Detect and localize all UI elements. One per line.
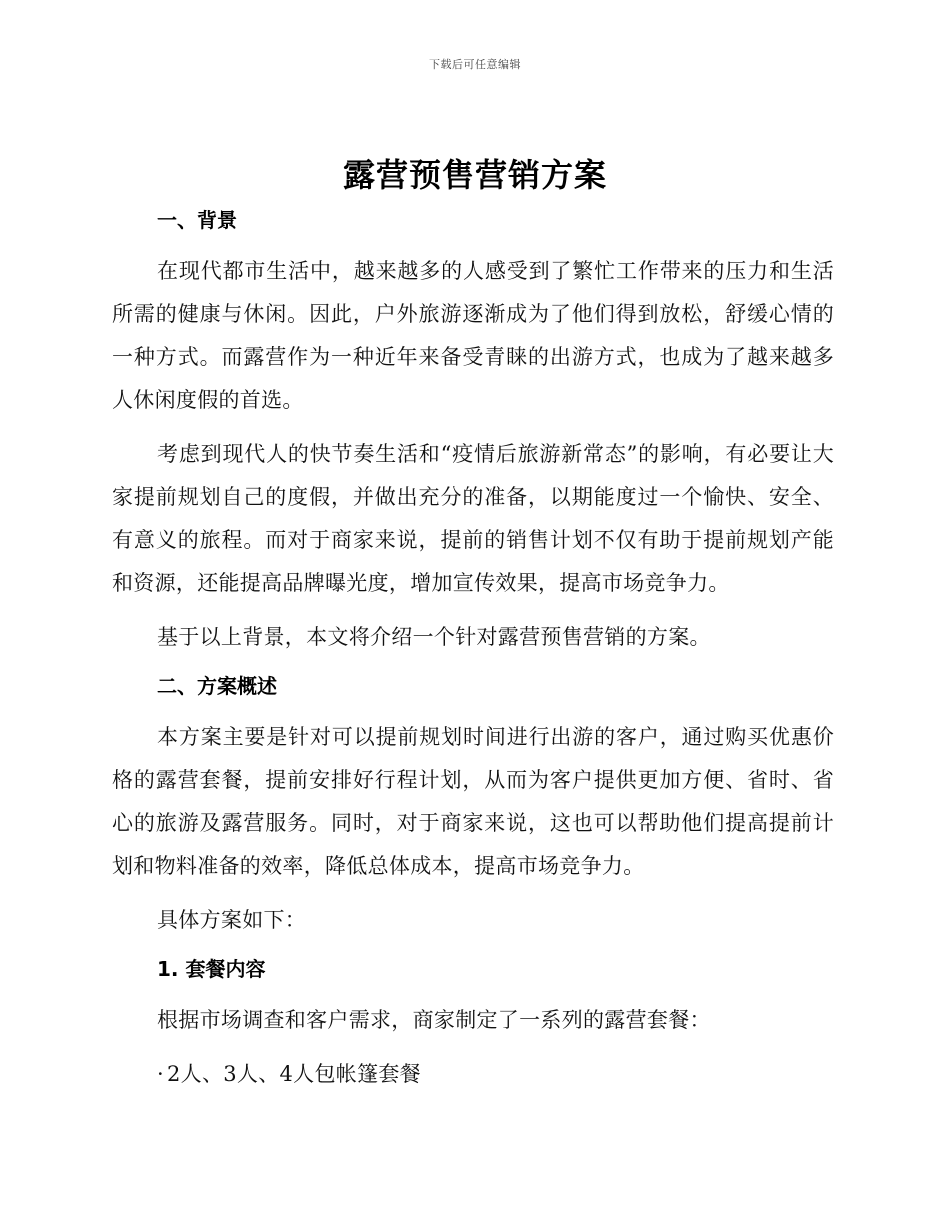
paragraph: 考虑到现代人的快节奏生活和“疫情后旅游新常态”的影响，有必要让大家提前规划自己的度假，并做出充分的准备，以期能度过一个愉快、安全、有意义的旅程。而对于商家来说，提前的销售计划不仅有助于提前规划产能和资源，还能提高品牌曝光度，增加宣传效果，提高市场竞争力。 — [112, 442, 834, 595]
bullet-dot-icon: · — [157, 1062, 164, 1086]
document-body — [112, 204, 834, 1096]
paragraph: 本方案主要是针对可以提前规划时间进行出游的客户，通过购买优惠价格的露营套餐，提前安排好行程计划，从而为客户提供更加方便、省时、省心的旅游及露营服务。同时，对于商家来说，这也可以帮助他们提高提前计划和物料准备的效率，降低总体成本，提高市场竞争力。 — [112, 725, 834, 878]
paragraph: 具体方案如下： — [157, 908, 307, 932]
document-title: 露营预售营销方案 — [342, 156, 607, 194]
paragraph: 基于以上背景，本文将介绍一个针对露营预售营销的方案。 — [157, 625, 711, 649]
section-heading-background: 一、背景 — [157, 208, 237, 232]
paragraph: 根据市场调查和客户需求，商家制定了一系列的露营套餐： — [157, 1008, 711, 1032]
list-item-text: 2人、3人、4人包帐篷套餐 — [167, 1062, 421, 1086]
header-note: 下载后可任意编辑 — [429, 58, 521, 71]
section-heading-package: 1. 套餐内容 — [157, 957, 266, 981]
section-heading-overview: 二、方案概述 — [157, 674, 277, 698]
list-item — [112, 1053, 834, 1096]
paragraph: 在现代都市生活中，越来越多的人感受到了繁忙工作带来的压力和生活所需的健康与休闲。因此，户外旅游逐渐成为了他们得到放松，舒缓心情的一种方式。而露营作为一种近年来备受青睐的出游方式，也成为了越来越多人休闲度假的首选。 — [112, 259, 834, 412]
